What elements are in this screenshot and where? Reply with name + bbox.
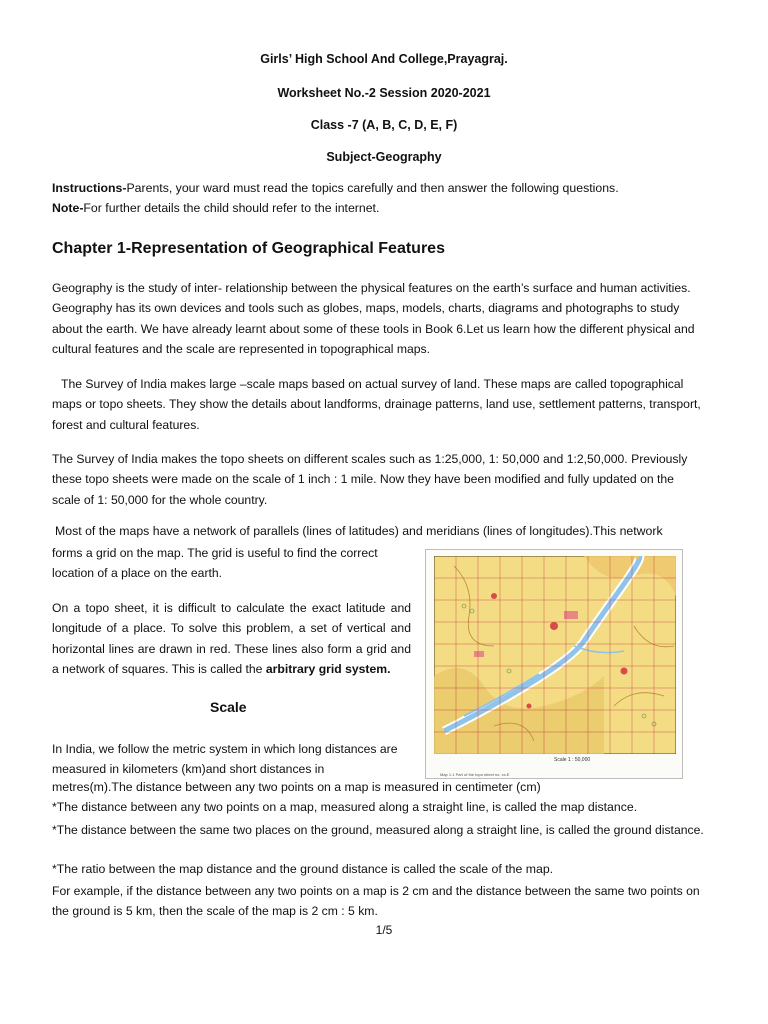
- note-line: [52, 201, 379, 215]
- paragraph-metric: In India, we follow the metric system in which long distances are measured in kilometers (km)and short distances in: [52, 742, 398, 777]
- school-name: Girls’ High School And College,Prayagraj.: [260, 52, 508, 66]
- bullet-scale-ratio: *The ratio between the map distance and the ground distance is called the scale of the map.: [52, 862, 554, 876]
- bullet-map-distance: *The distance between any two points on a map, measured along a straight line, is called the map distance.: [52, 800, 638, 814]
- instructions-label: Instructions-: [52, 181, 127, 195]
- topo-map-figure: [425, 549, 683, 779]
- note-text: For further details the child should refer to the internet.: [83, 201, 380, 215]
- paragraph-intro: Geography is the study of inter- relationship between the physical features on the earth’s surface and human activities. Geography has its own devices and tools such as globes, maps, models, charts, diagrams and photographs to study about the earth. We have already learnt about some of these tools in Book 6.Let us learn how the different physical and cultural features and the scale are represented in topographical maps.: [52, 281, 695, 357]
- paragraph-metric-cont: metres(m).The distance between any two points on a map is measured in centimeter (cm): [52, 780, 541, 794]
- paragraph-scales: The Survey of India makes the topo sheets on different scales such as 1:25,000, 1: 50,000 and 1:2,50,000. Previously these topo sheets were made on the scale of 1 inch : 1 mile. Now they have been modified and fully updated on the scale of 1: 50,000 for the whole country.: [52, 452, 688, 507]
- scale-heading: Scale: [210, 699, 247, 715]
- topo-map-image: [434, 556, 676, 754]
- instructions-line: [52, 181, 619, 195]
- subject-line: Subject-Geography: [326, 150, 442, 164]
- page-number: 1/5: [375, 923, 393, 937]
- worksheet-number: Worksheet No.-2 Session 2020-2021: [277, 86, 491, 100]
- map-note: Map 1.1 Part of the topo sheet no. xx-E: [440, 772, 510, 777]
- note-label: Note-: [52, 201, 84, 215]
- paragraph-arbitrary-grid: [52, 598, 411, 680]
- bullet-ground-distance: *The distance between the same two places on the ground, measured along a straight line, is called the ground distance.: [52, 823, 704, 837]
- map-scale-caption: Scale 1 : 50,000: [554, 757, 591, 763]
- paragraph-example: For example, if the distance between any two points on a map is 2 cm and the distance between the same two points on the ground is 5 km, then the scale of the map is 2 cm : 5 km.: [52, 884, 700, 919]
- arbitrary-grid-text: On a topo sheet, it is difficult to calculate the exact latitude and longitude of a place. To solve this problem, a set of vertical and horizontal lines are drawn in red. These lines also form a grid and a network of squares. This is called the: [52, 601, 411, 677]
- paragraph-survey: The Survey of India makes large –scale maps based on actual survey of land. These maps are called topographical maps or topo sheets. They show the details about landforms, drainage patterns, land use, settlement patterns, transport, forest and cultural features.: [52, 377, 701, 432]
- paragraph-grid-rest: forms a grid on the map. The grid is useful to find the correct location of a place on the earth.: [52, 546, 378, 581]
- instructions-text: Parents, your ward must read the topics carefully and then answer the following questions.: [126, 181, 619, 195]
- arbitrary-grid-term: arbitrary grid system.: [265, 662, 391, 677]
- chapter-title: Chapter 1-Representation of Geographical Features: [52, 240, 445, 257]
- class-line: Class -7 (A, B, C, D, E, F): [310, 118, 458, 132]
- paragraph-grid-line1: Most of the maps have a network of parallels (lines of latitudes) and meridians (lines of longitudes).This network: [55, 524, 663, 538]
